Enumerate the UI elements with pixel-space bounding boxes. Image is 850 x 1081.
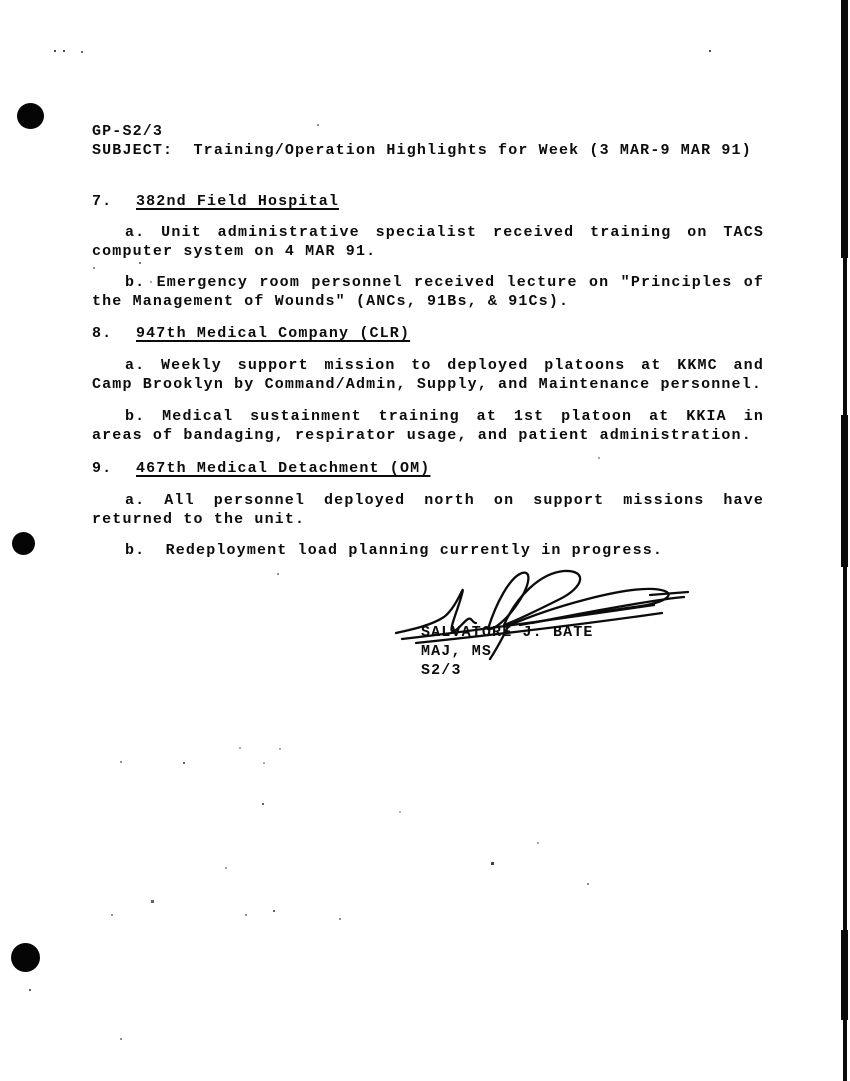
paragraph-line: a. All personnel deployed north on support missions have [125, 492, 764, 509]
scan-noise-speck [277, 573, 279, 575]
memo-body [92, 122, 764, 680]
scan-noise-speck [139, 262, 141, 264]
section-title: 467th Medical Detachment (OM) [136, 460, 431, 477]
handwritten-signature-scrawl [392, 567, 704, 671]
scan-noise-speck [263, 762, 265, 764]
scan-noise-speck [225, 867, 227, 869]
section-heading [92, 324, 764, 343]
scan-noise-speck [183, 762, 185, 764]
hole-punch-middle [12, 532, 35, 555]
paragraph [92, 541, 764, 560]
paragraph-line: a. Weekly support mission to deployed platoons at KKMC and [125, 357, 764, 374]
scan-noise-speck [339, 918, 341, 920]
scan-noise-speck [587, 883, 589, 885]
scan-noise-speck [150, 281, 152, 283]
paragraph [92, 491, 764, 529]
scan-noise-speck [81, 51, 83, 53]
signer-name: SALVATORE J. BATE [421, 624, 594, 641]
section-title: 382nd Field Hospital [136, 193, 340, 210]
scan-noise-speck [399, 811, 401, 813]
scan-edge-line-segment [841, 0, 848, 258]
paragraph [92, 273, 764, 311]
subject-line: SUBJECT: Training/Operation Highlights for Week (3 MAR-9 MAR 91) [92, 142, 752, 159]
section-title: 947th Medical Company (CLR) [136, 325, 411, 342]
paragraph [92, 223, 764, 261]
section-heading [92, 192, 764, 211]
scan-noise-speck [151, 900, 154, 903]
paragraph-line: returned to the unit. [92, 511, 306, 528]
paragraph-line: areas of bandaging, respirator usage, and patient administration. [92, 427, 752, 444]
paragraph-line: the Management of Wounds" (ANCs, 91Bs, & 91Cs). [92, 293, 570, 310]
scan-noise-speck [93, 267, 95, 269]
scan-noise-speck [239, 747, 241, 749]
paragraph-line: b. Redeployment load planning currently in progress. [125, 542, 664, 559]
paragraph-line: b. Emergency room personnel received lecture on "Principles of [125, 274, 764, 291]
signature-block [92, 623, 764, 680]
section-number: 9. [92, 460, 113, 477]
scan-noise-speck [54, 50, 56, 52]
section-heading [92, 459, 764, 478]
section-number: 8. [92, 325, 113, 342]
scan-noise-speck [111, 914, 113, 916]
paragraph-line: computer system on 4 MAR 91. [92, 243, 377, 260]
signer-rank: MAJ, MS [421, 643, 493, 660]
scan-noise-speck [29, 989, 31, 991]
scan-noise-speck [273, 910, 275, 912]
scan-noise-speck [245, 914, 247, 916]
scan-noise-speck [598, 457, 600, 459]
paragraph-line: a. Unit administrative specialist received training on TACS [125, 224, 764, 241]
scan-noise-speck [537, 842, 539, 844]
hole-punch-top [17, 103, 44, 129]
scan-noise-speck [120, 1038, 122, 1040]
scan-noise-speck [709, 50, 711, 52]
scan-edge-line-segment [841, 930, 848, 1020]
office-symbol: GP-S2/3 [92, 123, 164, 140]
scan-noise-speck [120, 761, 122, 763]
paragraph [92, 356, 764, 394]
scan-noise-speck [279, 748, 281, 750]
scan-noise-speck [491, 862, 494, 865]
section-number: 7. [92, 193, 113, 210]
signer-office: S2/3 [421, 662, 462, 679]
scan-noise-speck [317, 124, 319, 126]
paragraph-line: b. Medical sustainment training at 1st platoon at KKIA in [125, 408, 764, 425]
scan-noise-speck [63, 50, 65, 52]
scan-noise-speck [262, 803, 264, 805]
paragraph [92, 407, 764, 445]
scan-edge-line-segment [841, 415, 848, 567]
paragraph-line: Camp Brooklyn by Command/Admin, Supply, and Maintenance personnel. [92, 376, 762, 393]
hole-punch-bottom [11, 943, 40, 972]
